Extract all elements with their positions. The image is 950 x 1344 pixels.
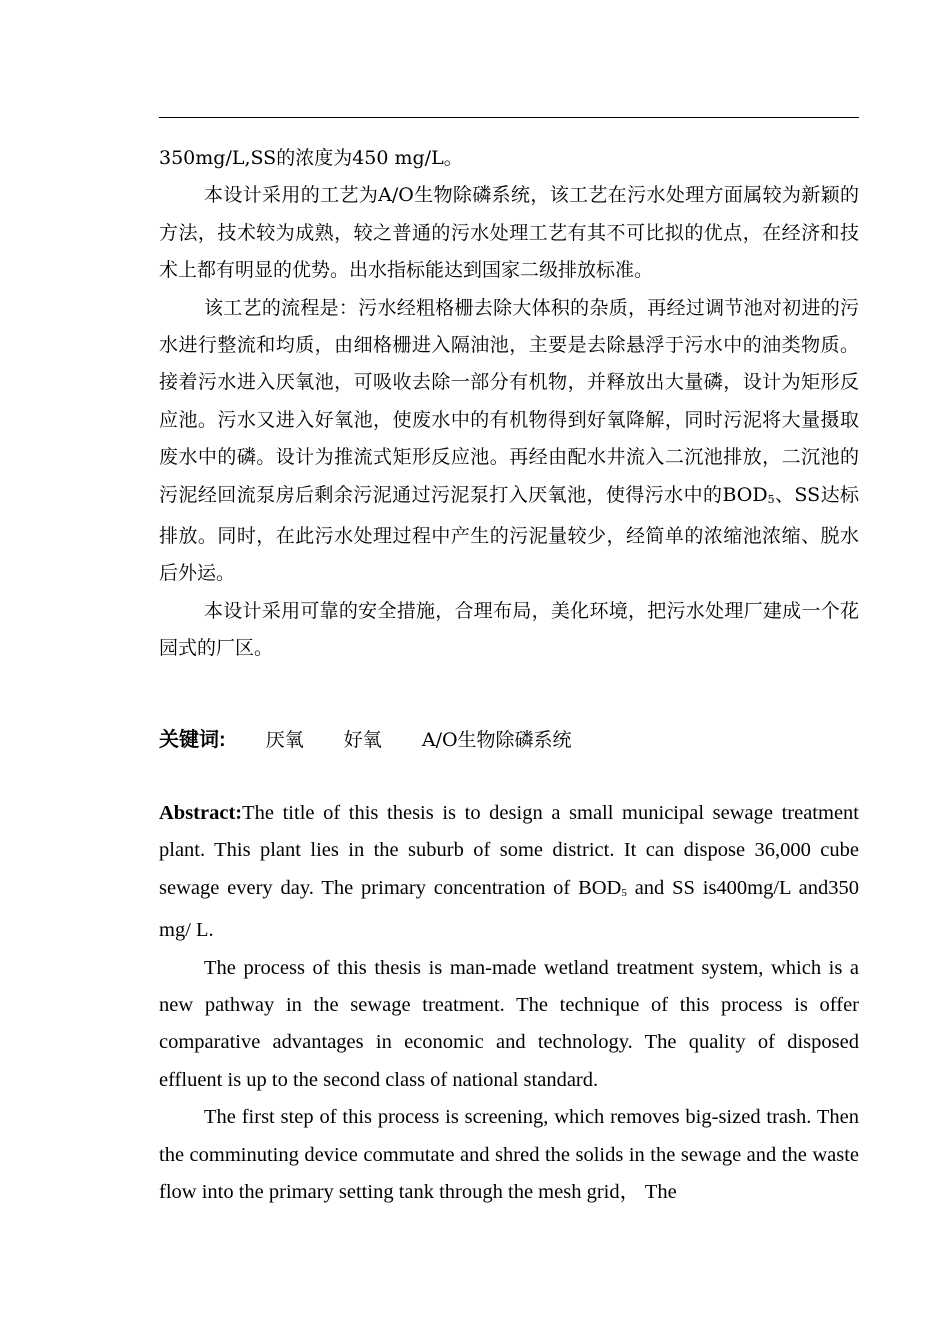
abstract-text-b: and SS is400mg/L and350 mg/ L. [159,876,859,942]
process-flow-text-b: 、SS达标排放。同时，在此污水处理过程中产生的污泥量较少，经简单的浓缩池浓缩、脱水后外运。 [159,483,859,585]
english-abstract [159,795,859,1211]
header-rule [159,117,859,118]
keywords-line [159,725,859,755]
paragraph-continuation: 350mg/L,SS的浓度为450 mg/L。 [159,147,463,169]
keyword-item: 厌氧 [265,729,304,751]
bod-subscript-en: 5 [621,886,627,899]
paragraph-safety: 本设计采用可靠的安全措施，合理布局，美化环境，把污水处理厂建成一个花园式的厂区。 [159,599,859,660]
keyword-item: A/O生物除磷系统 [421,729,572,751]
keywords-label: 关键词: [159,729,226,751]
chinese-abstract [159,140,859,668]
bod-subscript: 5 [767,492,775,506]
abstract-paragraph-3: The first step of this process is screening, which removes big-sized trash. Then the comminuting device commutate and shred the solids in the sewage and the waste flow into the primary setting tank through the mesh grid， The [159,1106,859,1204]
abstract-text-a: The title of this thesis is to design a small municipal sewage treatment plant. This plant lies in the suburb of some district. It can dispose 36,000 cube sewage every day. The primary concentration of BOD [159,802,859,899]
abstract-label: Abstract: [159,802,243,824]
process-flow-text-a: 该工艺的流程是：污水经粗格栅去除大体积的杂质，再经过调节池对初进的污水进行整流和均质，由细格栅进入隔油池，主要是去除悬浮于污水中的油类物质。接着污水进入厌氧池，可吸收去除一部分有机物，并释放出大量磷，设计为矩形反应池。污水又进入好氧池，使废水中的有机物得到好氧降解，同时污泥将大量摄取废水中的磷。设计为推流式矩形反应池。再经由配水井流入二沉池排放，二沉池的污泥经回流泵房后剩余污泥通过污泥泵打入厌氧池，使得污水中的BOD [159,296,859,506]
paragraph-process-flow [159,290,859,593]
keyword-item: 好氧 [343,729,382,751]
abstract-paragraph-2: The process of this thesis is man-made wetland treatment system, which is a new pathway in the sewage treatment. The technique of this process is offer comparative advantages in economic and technology. The quality of disposed effluent is up to the second class of national standard. [159,956,859,1091]
abstract-paragraph-1 [159,795,859,950]
paragraph-process-intro: 本设计采用的工艺为A/O生物除磷系统，该工艺在污水处理方面属较为新颖的方法，技术较为成熟，较之普通的污水处理工艺有其不可比拟的优点，在经济和技术上都有明显的优势。出水指标能达到国家二级排放标准。 [159,184,859,282]
